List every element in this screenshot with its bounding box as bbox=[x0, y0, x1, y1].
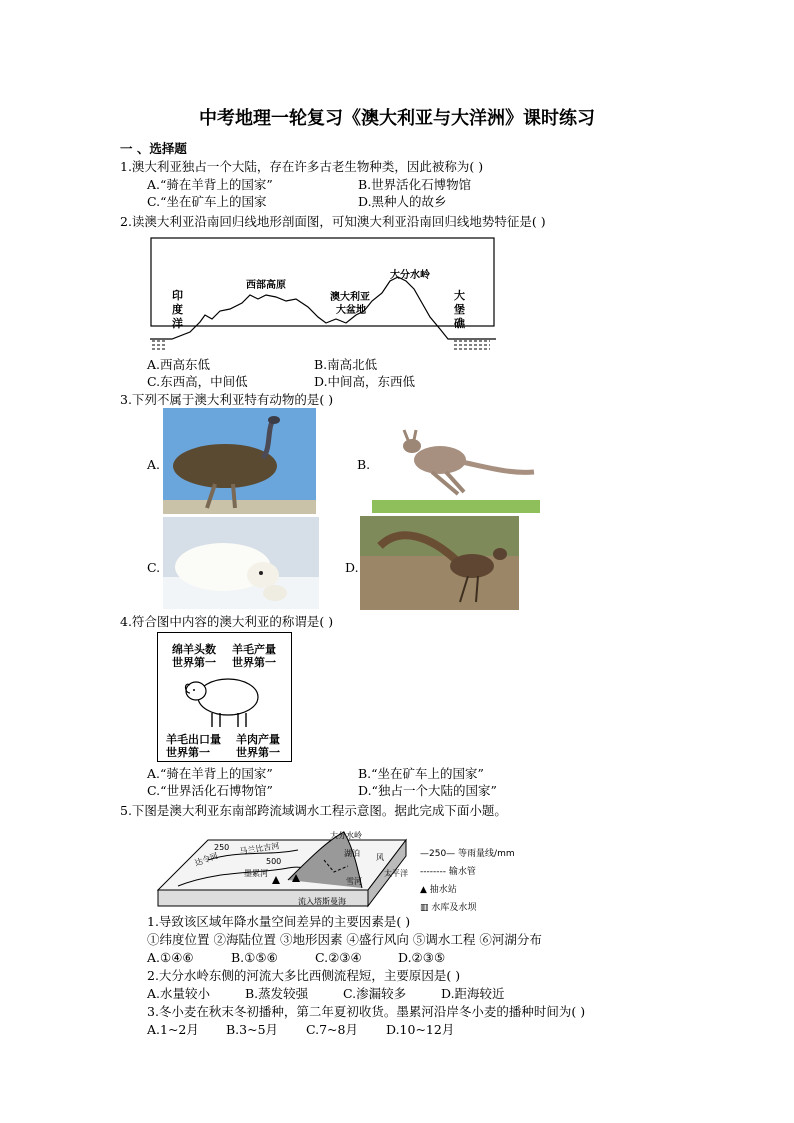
map-river2: 马兰比吉河 bbox=[239, 841, 280, 856]
q5-s3-stem: 3.冬小麦在秋末冬初播种，第二年夏初收货。墨累河沿岸冬小麦的播种时间为( ) bbox=[147, 1004, 586, 1019]
sheep-figure bbox=[157, 632, 292, 762]
label-reef-1: 大 bbox=[454, 289, 465, 302]
q1-stem: 1.澳大利亚独占一个大陆，存在许多古老生物种类，因此被称为( ) bbox=[120, 159, 484, 174]
terrain-profile-figure bbox=[150, 237, 496, 355]
water-transfer-map bbox=[148, 820, 418, 912]
legend-isohyet: —250— 等雨量线/mm bbox=[420, 849, 515, 859]
q2-option-b[interactable]: B.南高北低 bbox=[314, 357, 378, 372]
q5-s2-option-a[interactable]: A.水量较小 bbox=[147, 986, 211, 1001]
sheep-label-br-1: 羊肉产量 bbox=[236, 733, 280, 746]
q5-s2-option-b[interactable]: B.蒸发较强 bbox=[245, 986, 309, 1001]
legend-dam-icon: ▥ bbox=[420, 903, 432, 913]
section-heading: 一 、选择题 bbox=[120, 141, 187, 156]
sheep-icon bbox=[182, 671, 264, 729]
q5-s1-stem: 1.导致该区域年降水量空间差异的主要因素是( ) bbox=[147, 914, 411, 929]
q5-s2-stem: 2.大分水岭东侧的河流大多比西侧流程短，主要原因是( ) bbox=[147, 968, 461, 983]
q2-stem: 2.读澳大利亚沿南回归线地形剖面图，可知澳大利亚沿南回归线地势特征是( ) bbox=[120, 214, 546, 229]
lyrebird-photo[interactable] bbox=[360, 516, 519, 610]
q5-s1-items: ①纬度位置 ②海陆位置 ③地形因素 ④盛行风向 ⑤调水工程 ⑥河湖分布 bbox=[147, 932, 542, 947]
sheep-label-tl-2: 世界第一 bbox=[172, 656, 216, 669]
map-v500: 500 bbox=[266, 857, 282, 866]
q2-option-c[interactable]: C.东西高，中间低 bbox=[147, 374, 248, 389]
q3-option-a[interactable]: A. bbox=[147, 457, 161, 472]
q3-option-b[interactable]: B. bbox=[357, 457, 371, 472]
q4-option-b[interactable]: B.“坐在矿车上的国家” bbox=[358, 766, 484, 781]
q5-s2-option-c[interactable]: C.渗漏较多 bbox=[343, 986, 407, 1001]
profile-line bbox=[150, 277, 496, 339]
label-indian-ocean-2: 度 bbox=[172, 303, 183, 316]
q4-option-d[interactable]: D.“独占一个大陆的国家” bbox=[358, 783, 497, 798]
q5-s1-option-c[interactable]: C.②③④ bbox=[315, 950, 362, 965]
map-lake: 湖泊 bbox=[344, 849, 360, 858]
emu-photo[interactable] bbox=[163, 408, 316, 514]
sheep-label-bl-1: 羊毛出口量 bbox=[166, 733, 221, 746]
map-snow: 雪河 bbox=[346, 877, 362, 886]
polar-bear-icon bbox=[163, 517, 319, 609]
label-divide: 大分水岭 bbox=[390, 270, 430, 281]
label-reef-2: 堡 bbox=[454, 303, 465, 316]
q5-s3-option-a[interactable]: A.1~2月 bbox=[147, 1022, 199, 1037]
label-indian-ocean-3: 洋 bbox=[172, 317, 183, 330]
polar-bear-photo[interactable] bbox=[163, 517, 319, 609]
q5-s3-option-c[interactable]: C.7~8月 bbox=[306, 1022, 358, 1037]
q5-s3-option-d[interactable]: D.10~12月 bbox=[386, 1022, 455, 1037]
kangaroo-photo[interactable] bbox=[372, 420, 540, 513]
map-outlet: 流入塔斯曼海 bbox=[298, 897, 346, 906]
q4-stem: 4.符合图中内容的澳大利亚的称谓是( ) bbox=[120, 614, 334, 629]
q3-option-c[interactable]: C. bbox=[147, 560, 161, 575]
q4-option-a[interactable]: A.“骑在羊背上的国家” bbox=[147, 766, 273, 781]
sheep-label-tr-2: 世界第一 bbox=[232, 656, 276, 669]
q1-option-d[interactable]: D.黑种人的故乡 bbox=[358, 194, 447, 209]
page-title: 中考地理一轮复习《澳大利亚与大洋洲》课时练习 bbox=[199, 108, 595, 129]
map-river1: 达令河 bbox=[193, 851, 220, 868]
legend-pump-icon: ▲ bbox=[420, 885, 430, 895]
kangaroo-icon bbox=[372, 420, 540, 513]
label-indian-ocean-1: 印 bbox=[172, 289, 183, 302]
sheep-label-tl-1: 绵羊头数 bbox=[172, 643, 216, 656]
map-divide: 大分水岭 bbox=[330, 831, 362, 840]
q5-stem: 5.下图是澳大利亚东南部跨流域调水工程示意图。据此完成下面小题。 bbox=[120, 803, 507, 818]
lyrebird-icon bbox=[360, 516, 519, 610]
sheep-label-br-2: 世界第一 bbox=[236, 746, 280, 759]
q1-option-b[interactable]: B.世界活化石博物馆 bbox=[358, 177, 472, 192]
label-basin-1: 澳大利亚 bbox=[330, 292, 370, 303]
legend-pipe: -------- 输水管 bbox=[420, 867, 476, 877]
q5-s1-option-d[interactable]: D.②③⑤ bbox=[398, 950, 446, 965]
map-murray: 墨累河 bbox=[244, 869, 268, 878]
q3-option-d[interactable]: D. bbox=[345, 560, 359, 575]
q2-option-d[interactable]: D.中间高，东西低 bbox=[314, 374, 416, 389]
q2-option-a[interactable]: A.西高东低 bbox=[147, 357, 211, 372]
map-v250: 250 bbox=[214, 843, 230, 852]
q1-option-a[interactable]: A.“骑在羊背上的国家” bbox=[147, 177, 273, 192]
q5-s2-option-d[interactable]: D.距海较近 bbox=[441, 986, 505, 1001]
map-wind: 风 bbox=[376, 853, 384, 862]
label-west-plateau: 西部高原 bbox=[246, 280, 286, 291]
q1-option-c[interactable]: C.“坐在矿车上的国家 bbox=[147, 194, 267, 209]
q5-s1-option-a[interactable]: A.①④⑥ bbox=[147, 950, 194, 965]
legend-dam: 水库及水坝 bbox=[431, 903, 477, 913]
map-legend bbox=[420, 846, 515, 913]
q5-s1-option-b[interactable]: B.①⑤⑥ bbox=[231, 950, 278, 965]
q3-stem: 3.下列不属于澳大利亚特有动物的是( ) bbox=[120, 392, 334, 407]
emu-icon bbox=[163, 408, 316, 514]
sheep-label-bl-2: 世界第一 bbox=[166, 746, 210, 759]
q4-option-c[interactable]: C.“世界活化石博物馆” bbox=[147, 783, 273, 798]
legend-pump: 抽水站 bbox=[429, 885, 457, 895]
label-basin-2: 大盆地 bbox=[336, 305, 366, 316]
water-transfer-svg bbox=[148, 820, 418, 912]
sheep-label-tr-1: 羊毛产量 bbox=[232, 643, 276, 656]
terrain-profile-svg bbox=[150, 237, 496, 355]
map-pacific: 太平洋 bbox=[384, 869, 408, 878]
q5-s3-option-b[interactable]: B.3~5月 bbox=[226, 1022, 279, 1037]
label-reef-3: 礁 bbox=[454, 317, 465, 330]
